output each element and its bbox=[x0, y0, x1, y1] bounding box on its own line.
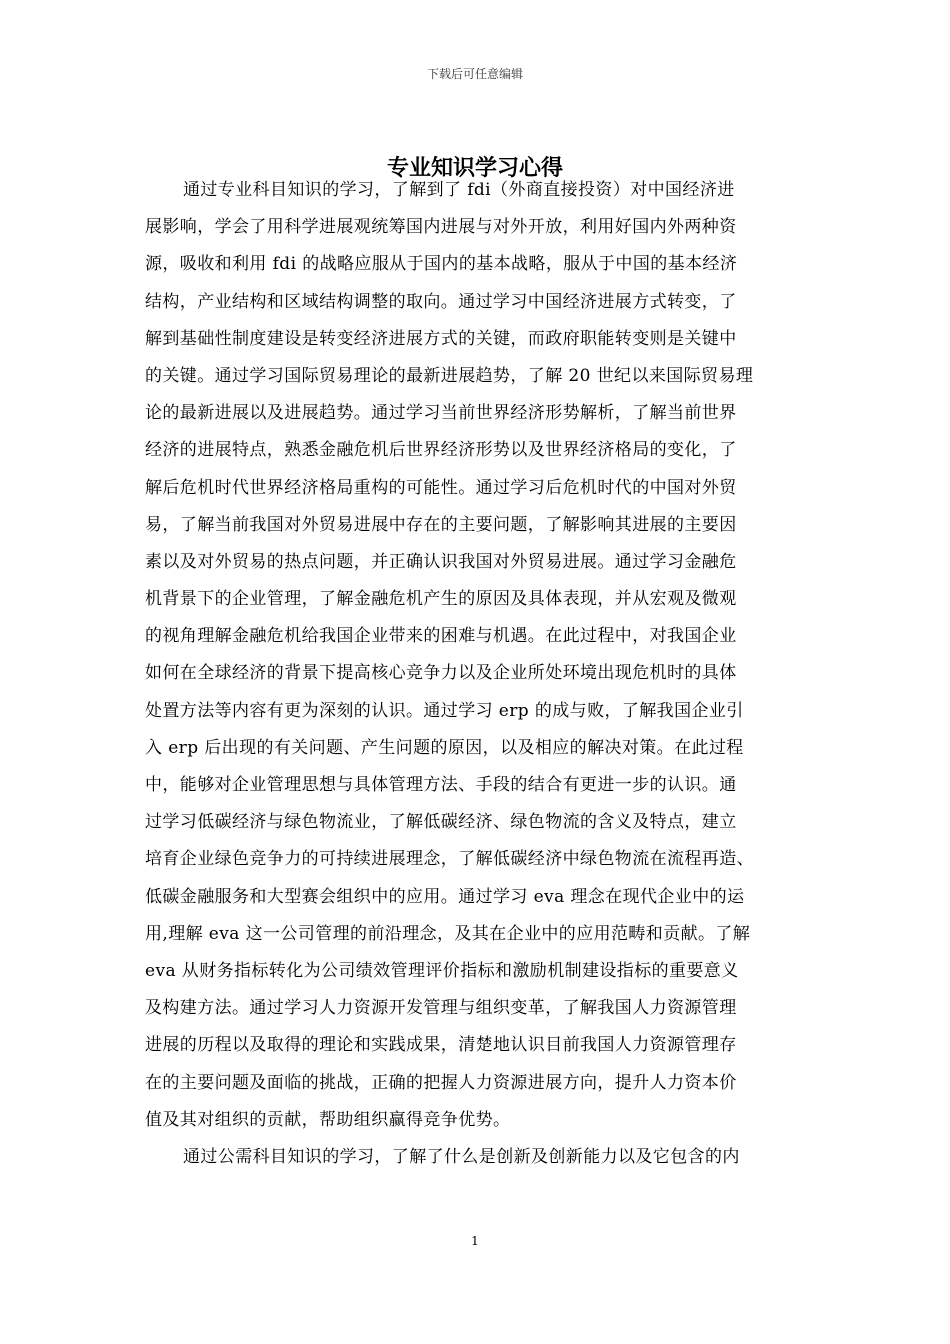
text-line: 值及其对组织的贡献，帮助组织赢得竞争优势。 bbox=[145, 1109, 511, 1130]
text-line: 机背景下的企业管理，了解金融危机产生的原因及具体表现，并从宏观及微观 bbox=[145, 589, 737, 610]
page-header-note: 下载后可任意编辑 bbox=[426, 67, 523, 81]
text-line: 解到基础性制度建设是转变经济进展方式的关键，而政府职能转变则是关键中 bbox=[145, 328, 737, 349]
document-body bbox=[145, 172, 809, 1176]
text-line: 通过公需科目知识的学习，了解了什么是创新及创新能力以及它包含的内 bbox=[183, 1146, 740, 1167]
text-line: 入 erp 后出现的有关问题、产生问题的原因，以及相应的解决对策。在此过程 bbox=[145, 737, 744, 758]
text-line: 的视角理解金融危机给我国企业带来的困难与机遇。在此过程中，对我国企业 bbox=[145, 626, 737, 647]
text-line: 源，吸收和利用 fdi 的战略应服从于国内的基本战略，服从于中国的基本经济 bbox=[145, 254, 738, 275]
page-number: 1 bbox=[471, 1234, 479, 1248]
text-line: 论的最新进展以及进展趋势。通过学习当前世界经济形势解析，了解当前世界 bbox=[145, 403, 737, 424]
text-line: 的关键。通过学习国际贸易理论的最新进展趋势，了解 20 世纪以来国际贸易理 bbox=[145, 365, 754, 386]
text-line: 处置方法等内容有更为深刻的认识。通过学习 erp 的成与败，了解我国企业引 bbox=[145, 700, 744, 721]
text-line: 及构建方法。通过学习人力资源开发管理与组织变革，了解我国人力资源管理 bbox=[145, 998, 737, 1019]
paragraph-1 bbox=[145, 172, 809, 1139]
document-title: 专业知识学习心得 bbox=[386, 156, 563, 181]
text-line: 结构，产业结构和区域结构调整的取向。通过学习中国经济进展方式转变，了 bbox=[145, 291, 737, 312]
text-line: 在的主要问题及面临的挑战，正确的把握人力资源进展方向，提升人力资本价 bbox=[145, 1072, 737, 1093]
text-line: 展影响，学会了用科学进展观统筹国内进展与对外开放，利用好国内外两种资 bbox=[145, 217, 737, 238]
text-line: 如何在全球经济的背景下提高核心竞争力以及企业所处环境出现危机时的具体 bbox=[145, 663, 737, 684]
text-line: 过学习低碳经济与绿色物流业，了解低碳经济、绿色物流的含义及特点，建立 bbox=[145, 812, 737, 833]
text-line: 用,理解 eva 这一公司管理的前沿理念，及其在企业中的应用范畴和贡献。了解 bbox=[145, 923, 751, 944]
text-line: 低碳金融服务和大型赛会组织中的应用。通过学习 eva 理念在现代企业中的运 bbox=[145, 886, 745, 907]
text-line: eva 从财务指标转化为公司绩效管理评价指标和激励机制建设指标的重要意义 bbox=[145, 960, 739, 981]
text-line: 素以及对外贸易的热点问题，并正确认识我国对外贸易进展。通过学习金融危 bbox=[145, 551, 737, 572]
text-line: 经济的进展特点，熟悉金融危机后世界经济形势以及世界经济格局的变化，了 bbox=[145, 440, 737, 461]
text-line: 解后危机时代世界经济格局重构的可能性。通过学习后危机时代的中国对外贸 bbox=[145, 477, 737, 498]
text-line: 易，了解当前我国对外贸易进展中存在的主要问题，了解影响其进展的主要因 bbox=[145, 514, 737, 535]
text-line: 通过专业科目知识的学习，了解到了 fdi（外商直接投资）对中国经济进 bbox=[183, 180, 735, 200]
paragraph-2 bbox=[145, 1139, 809, 1176]
text-line: 中，能够对企业管理思想与具体管理方法、手段的结合有更进一步的认识。通 bbox=[145, 775, 737, 795]
text-line: 进展的历程以及取得的理论和实践成果，清楚地认识目前我国人力资源管理存 bbox=[145, 1035, 737, 1056]
text-line: 培育企业绿色竞争力的可持续进展理念，了解低碳经济中绿色物流在流程再造、 bbox=[145, 849, 754, 870]
